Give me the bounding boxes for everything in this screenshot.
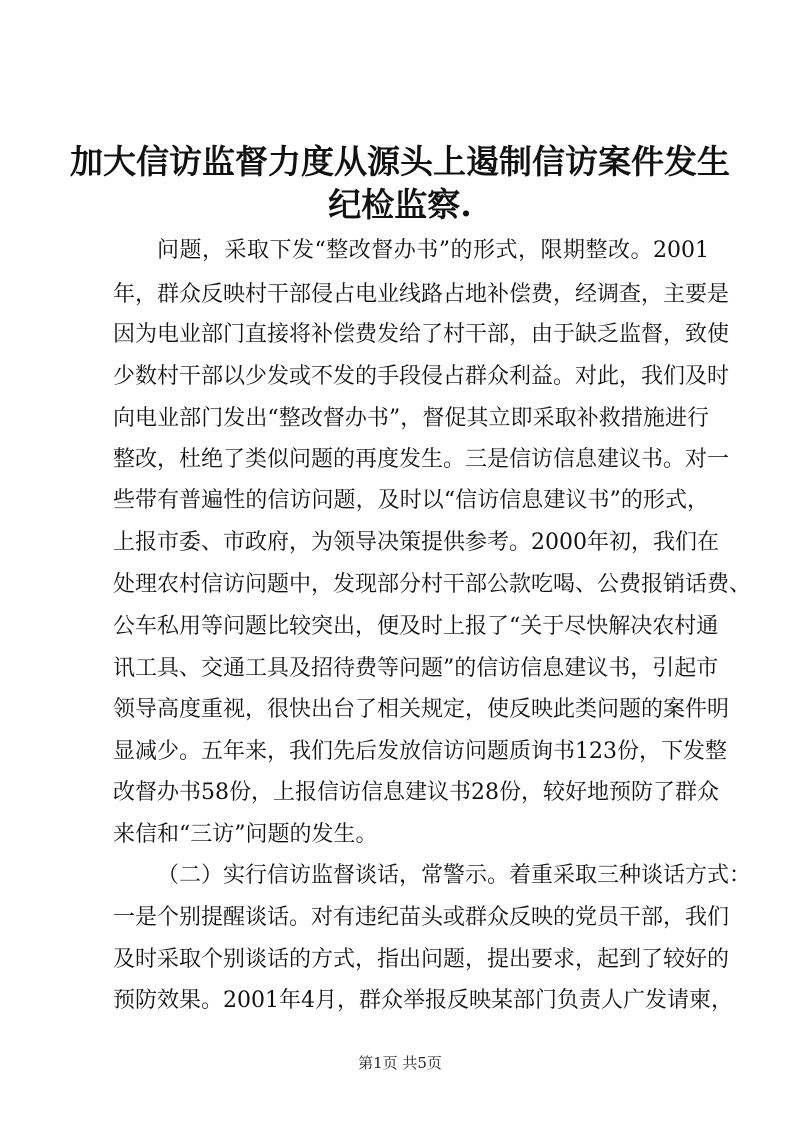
body-line-1: 问题，采取下发“整改督办书”的形式，限期整改。2001 bbox=[157, 238, 709, 263]
page-number-footer: 第1页 共5页 bbox=[358, 1054, 442, 1072]
body-line-12: 领导高度重视，很快出台了相关规定，使反映此类问题的案件明 bbox=[113, 697, 730, 722]
body-line-18: 及时采取个别谈话的方式，指出问题，提出要求，起到了较好的 bbox=[113, 947, 730, 972]
body-line-16: （二）实行信访监督谈话，常警示。着重采取三种谈话方式： bbox=[157, 863, 752, 888]
body-line-4: 少数村干部以少发或不发的手段侵占群众利益。对此，我们及时 bbox=[113, 364, 730, 389]
body-line-8: 上报市委、市政府，为领导决策提供参考。2000年初，我们在 bbox=[113, 530, 719, 555]
body-line-6: 整改，杜绝了类似问题的再度发生。三是信访信息建议书。对一 bbox=[113, 447, 730, 472]
body-line-7: 些带有普遍性的信访问题，及时以“信访信息建议书”的形式， bbox=[113, 488, 709, 513]
body-line-17: 一是个别提醒谈话。对有违纪苗头或群众反映的党员干部，我们 bbox=[113, 905, 730, 930]
body-line-10: 公车私用等问题比较突出，便及时上报了“关于尽快解决农村通 bbox=[113, 614, 719, 639]
body-line-13: 显减少。五年来，我们先后发放信访问题质询书123份，下发整 bbox=[113, 739, 727, 764]
body-line-14: 改督办书58份，上报信访信息建议书28份，较好地预防了群众 bbox=[113, 780, 719, 805]
body-line-15: 来信和“三访”问题的发生。 bbox=[113, 822, 378, 847]
body-line-9: 处理农村信访问题中，发现部分村干部公款吃喝、公费报销话费、 bbox=[113, 572, 752, 597]
body-line-19: 预防效果。2001年4月，群众举报反映某部门负责人广发请柬， bbox=[113, 988, 733, 1013]
document-title-line-2: 纪检监察. bbox=[328, 185, 472, 224]
document-body bbox=[113, 0, 752, 1131]
body-line-3: 因为电业部门直接将补偿费发给了村干部，由于缺乏监督，致使 bbox=[113, 322, 730, 347]
document-title-line-1: 加大信访监督力度从源头上遏制信访案件发生 bbox=[70, 142, 730, 181]
body-line-11: 讯工具、交通工具及招待费等问题”的信访信息建议书，引起市 bbox=[113, 656, 719, 681]
body-line-5: 向电业部门发出“整改督办书”，督促其立即采取补救措施进行 bbox=[113, 406, 709, 431]
body-line-2: 年，群众反映村干部侵占电业线路占地补偿费，经调查，主要是 bbox=[113, 282, 730, 307]
